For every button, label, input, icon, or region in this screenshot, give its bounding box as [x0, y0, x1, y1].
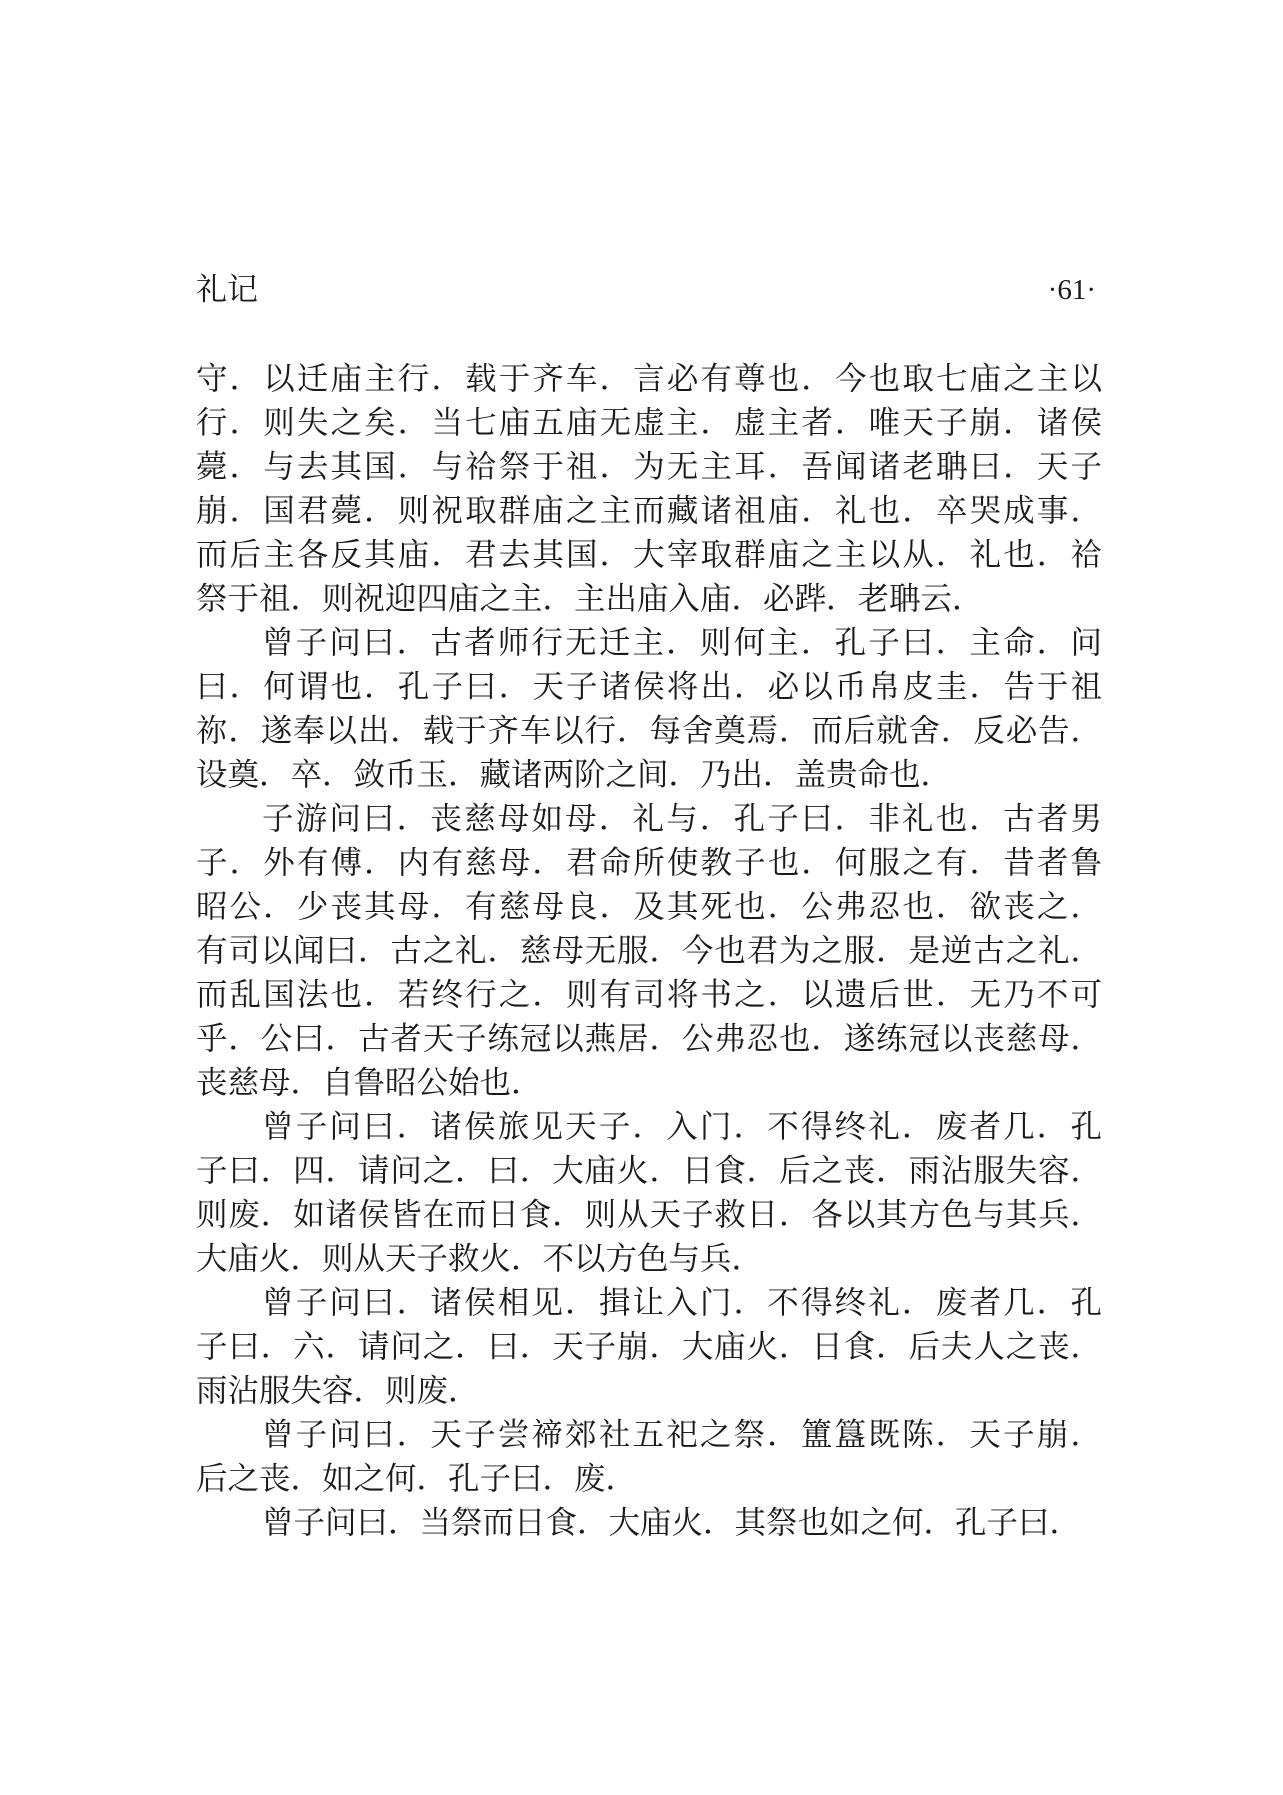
paragraph — [196, 797, 1102, 1105]
text-line: 有司以闻曰．古之礼．慈母无服．今也君为之服．是逆古之礼． — [196, 933, 1102, 969]
text-line: 而后主各反其庙．君去其国．大宰取群庙之主以从．礼也．祫 — [196, 537, 1102, 573]
text-line: 子曰．六．请问之．曰．天子崩．大庙火．日食．后夫人之丧． — [196, 1329, 1102, 1365]
book-title: 礼记 — [196, 272, 258, 308]
page-number: ·61· — [1047, 274, 1096, 306]
paragraph — [196, 1281, 1102, 1413]
paragraph — [196, 1413, 1102, 1501]
text-line: 守．以迁庙主行．载于齐车．言必有尊也．今也取七庙之主以 — [196, 361, 1102, 397]
text-line: 崩．国君薨．则祝取群庙之主而藏诸祖庙．礼也．卒哭成事． — [196, 493, 1102, 529]
text-line: 大庙火．则从天子救火．不以方色与兵． — [196, 1241, 764, 1277]
text-line: 曾子问曰．古者师行无迁主．则何主．孔子曰．主命．问 — [262, 625, 1102, 661]
text-line: 设奠．卒．敛币玉．藏诸两阶之间．乃出．盖贵命也． — [196, 757, 953, 793]
text-line: 行．则失之矣．当七庙五庙无虚主．虚主者．唯天子崩．诸侯 — [196, 405, 1102, 441]
text-line: 曾子问曰．当祭而日食．大庙火．其祭也如之何．孔子曰． — [262, 1505, 1082, 1541]
text-line: 而乱国法也．若终行之．则有司将书之．以遗后世．无乃不可 — [196, 977, 1102, 1013]
page-header — [196, 268, 1096, 312]
text-line: 昭公．少丧其母．有慈母良．及其死也．公弗忍也．欲丧之． — [196, 889, 1102, 925]
text-line: 曾子问曰．诸侯旅见天子．入门．不得终礼．废者几．孔 — [262, 1109, 1102, 1145]
text-line: 后之丧．如之何．孔子曰．废． — [196, 1461, 638, 1497]
paragraph — [196, 1501, 1102, 1545]
text-line: 雨沾服失容．则废． — [196, 1373, 480, 1409]
paragraph — [196, 357, 1102, 621]
text-line: 丧慈母．自鲁昭公始也． — [196, 1065, 543, 1101]
text-line: 子曰．四．请问之．曰．大庙火．日食．后之丧．雨沾服失容． — [196, 1153, 1102, 1189]
text-line: 曾子问曰．天子尝禘郊社五祀之祭．簠簋既陈．天子崩． — [262, 1417, 1102, 1453]
paragraph — [196, 621, 1102, 797]
text-line: 祭于祖．则祝迎四庙之主．主出庙入庙．必跸．老聃云． — [196, 581, 984, 617]
body-text — [196, 357, 1102, 1545]
text-line: 子游问曰．丧慈母如母．礼与．孔子曰．非礼也．古者男 — [262, 801, 1102, 837]
text-line: 则废．如诸侯皆在而日食．则从天子救日．各以其方色与其兵． — [196, 1197, 1102, 1233]
text-line: 薨．与去其国．与祫祭于祖．为无主耳．吾闻诸老聃曰．天子 — [196, 449, 1102, 485]
paragraph — [196, 1105, 1102, 1281]
text-line: 曾子问曰．诸侯相见．揖让入门．不得终礼．废者几．孔 — [262, 1285, 1102, 1321]
text-line: 曰．何谓也．孔子曰．天子诸侯将出．必以币帛皮圭．告于祖 — [196, 669, 1102, 705]
text-line: 乎．公曰．古者天子练冠以燕居．公弗忍也．遂练冠以丧慈母． — [196, 1021, 1102, 1057]
text-line: 子．外有傅．内有慈母．君命所使教子也．何服之有．昔者鲁 — [196, 845, 1102, 881]
text-line: 祢．遂奉以出．载于齐车以行．每舍奠焉．而后就舍．反必告． — [196, 713, 1102, 749]
